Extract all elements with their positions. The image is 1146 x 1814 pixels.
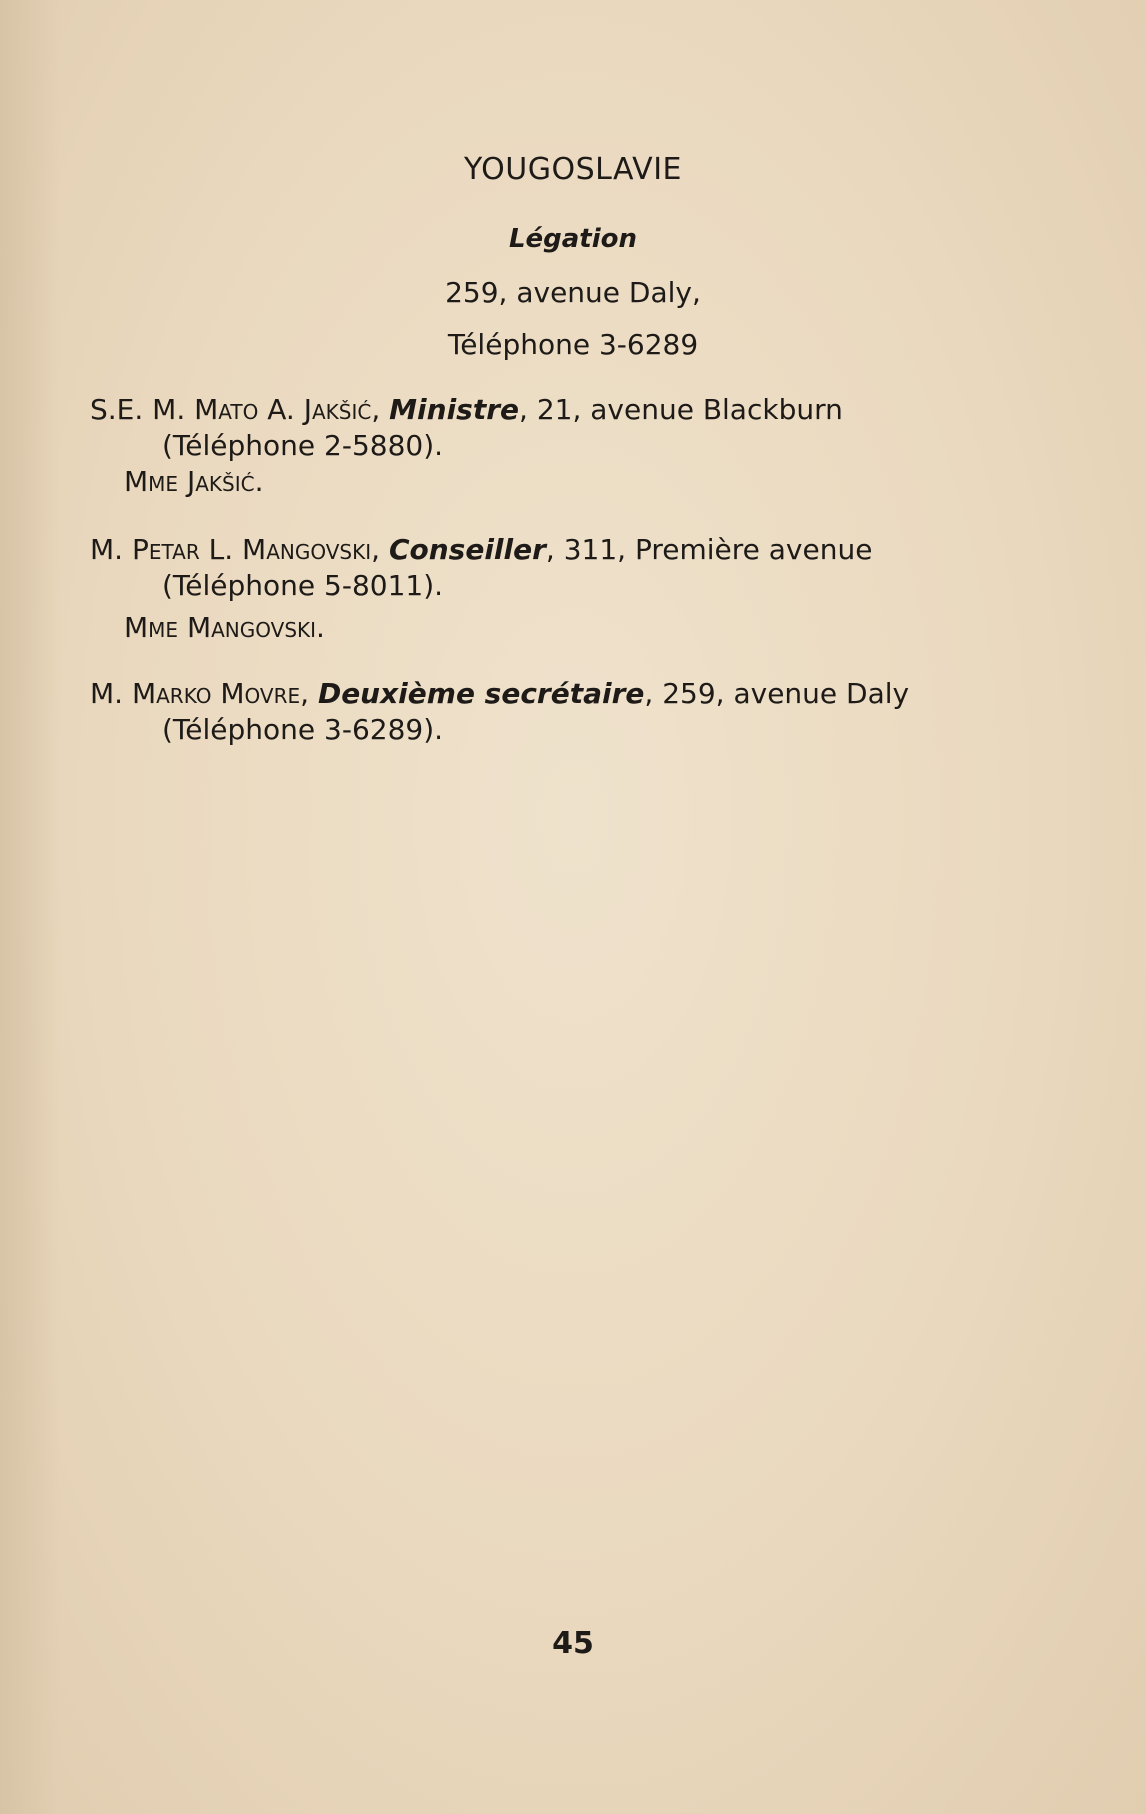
entry-address: , 21, avenue Blackburn (519, 393, 843, 426)
spouse-name: Mme Mangovski. (124, 611, 325, 644)
entry-phone: (Téléphone 5-8011). (162, 569, 444, 602)
entry-prefix: M. (90, 533, 132, 566)
entry-title: Ministre (389, 393, 520, 426)
entry-prefix: M. (90, 677, 132, 710)
spouse-entry (124, 610, 325, 646)
entry-name: Petar L. Mangovski (131, 533, 372, 566)
directory-entry: S.E. M. Mato A. Jakšić, Ministre, 21, avenue Blackburn (Téléphone 2-5880). (90, 392, 1010, 464)
entry-prefix: S.E. M. (90, 393, 195, 426)
page-number: 45 (552, 1626, 594, 1661)
directory-entry: M. Petar L. Mangovski, Conseiller, 311, Première avenue (Téléphone 5-8011). (90, 532, 1010, 604)
mission-type: Légation (508, 224, 638, 254)
entry-title: Conseiller (388, 533, 546, 566)
mission-address: 259, avenue Daly, (445, 276, 701, 309)
entry-name: Marko Movre (131, 677, 301, 710)
directory-entry: M. Marko Movre, Deuxième secrétaire, 259, avenue Daly (Téléphone 3-6289). (90, 676, 1010, 748)
spouse-entry (124, 464, 263, 500)
entry-address: , 311, Première avenue (545, 533, 873, 566)
spouse-name: Mme Jakšić. (124, 465, 264, 498)
country-heading: YOUGOSLAVIE (464, 152, 682, 187)
entry-title: Deuxième secrétaire (317, 677, 645, 710)
mission-telephone: Téléphone 3-6289 (447, 328, 699, 361)
entry-address: , 259, avenue Daly (644, 677, 910, 710)
entry-phone: (Téléphone 3-6289). (162, 713, 444, 746)
entry-phone: (Téléphone 2-5880). (162, 429, 444, 462)
entry-name: Mato A. Jakšić (194, 393, 372, 426)
